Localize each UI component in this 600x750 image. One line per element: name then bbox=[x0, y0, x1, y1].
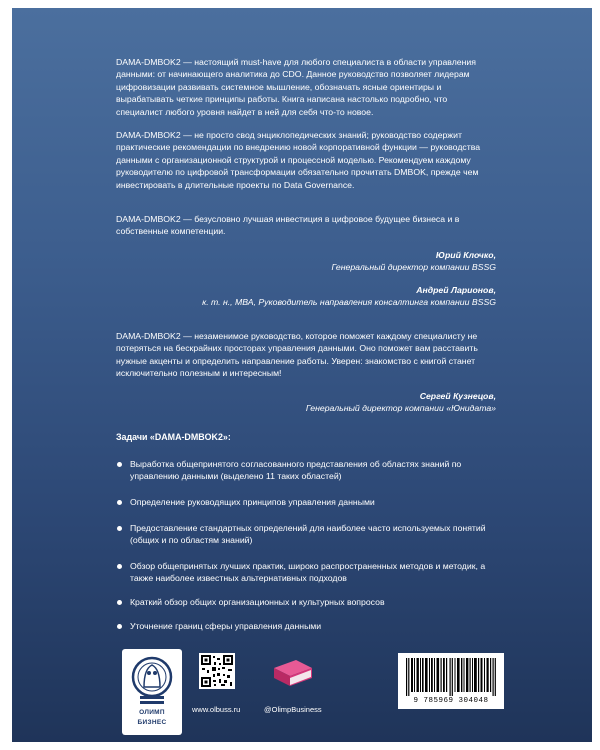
barcode-icon bbox=[406, 658, 496, 696]
owl-icon bbox=[122, 649, 182, 709]
task-item: Обзор общепринятых лучших практик, широко распространенных методов и методик, а также наиболее известных альтернативных подходов bbox=[116, 560, 496, 585]
task-item: Уточнение границ сферы управления данными bbox=[116, 620, 496, 632]
task-item: Выработка общепринятого согласованного представления об областях знаний по управлению данными (выделено 11 таких областей) bbox=[116, 458, 496, 483]
signature-name-2: Андрей Ларионов, bbox=[416, 285, 496, 295]
signature-name-1: Юрий Клочко, bbox=[435, 250, 496, 260]
intro-paragraph-2: DAMA-DMBOK2 — не просто свод энциклопедических знаний; руководство содержит практические рекомендации по внедрению новой корпоративной функции — руководства данными с организационной структурой и процессной моделью. Рекомендуем каждому руководителю по цифровой трансформации обязательно прочитать DMBOK, прежде чем инвестировать в длительные проекты по Data Governance. bbox=[116, 130, 481, 190]
intro-paragraph-1: DAMA-DMBOK2 — настоящий must-have для любого специалиста в области управления данными: от начинающего аналитика до CDO. Данное руководство позволяет лидерам цифровизации развивать системное мышление, обозначать ясные ориентиры и вырабатывать четкие принципы работы. Книга написана настолько подробно, что специалист любого уровня найдет в ней для себя что-то новое. bbox=[116, 57, 476, 117]
task-item: Предоставление стандартных определений для наиболее часто используемых понятий (общих и по областям знаний) bbox=[116, 522, 496, 547]
publisher-name-line2: БИЗНЕС bbox=[137, 719, 167, 726]
isbn-number: 9 785969 304048 bbox=[413, 697, 489, 705]
task-item: Определение руководящих принципов управления данными bbox=[116, 496, 496, 508]
task-item: Краткий обзор общих организационных и культурных вопросов bbox=[116, 596, 496, 608]
publisher-logo bbox=[122, 649, 182, 735]
isbn-barcode bbox=[398, 653, 504, 709]
tasks-title: Задачи «DAMA-DMBOK2»: bbox=[116, 432, 231, 442]
publisher-name-line1: ОЛИМП bbox=[139, 709, 165, 716]
signature-role-3: Генеральный директор компании «Юнидата» bbox=[305, 403, 496, 413]
social-handle[interactable]: @OlimpBusiness bbox=[264, 705, 322, 714]
book-icon bbox=[270, 656, 316, 690]
website-link[interactable]: www.olbuss.ru bbox=[192, 705, 241, 714]
signature-name-3: Сергей Кузнецов, bbox=[419, 391, 496, 401]
back-cover bbox=[12, 8, 592, 742]
qr-code-icon bbox=[199, 653, 235, 689]
quote-paragraph: DAMA-DMBOK2 — незаменимое руководство, которое поможет каждому специалисту не потеряться на бескрайних просторах управления данными. Оно поможет вам расставить нужные акценты и определить направление работы. Уверен: знакомство с книгой станет исключительно полезным и интересным! bbox=[116, 331, 478, 379]
intro-paragraph-3: DAMA-DMBOK2 — безусловно лучшая инвестиция в цифровое будущее бизнеса и в собственные компетенции. bbox=[116, 214, 460, 237]
signature-role-1: Генеральный директор компании BSSG bbox=[331, 262, 496, 272]
signature-role-2: к. т. н., МВА, Руководитель направления консалтинга компании BSSG bbox=[202, 297, 496, 307]
